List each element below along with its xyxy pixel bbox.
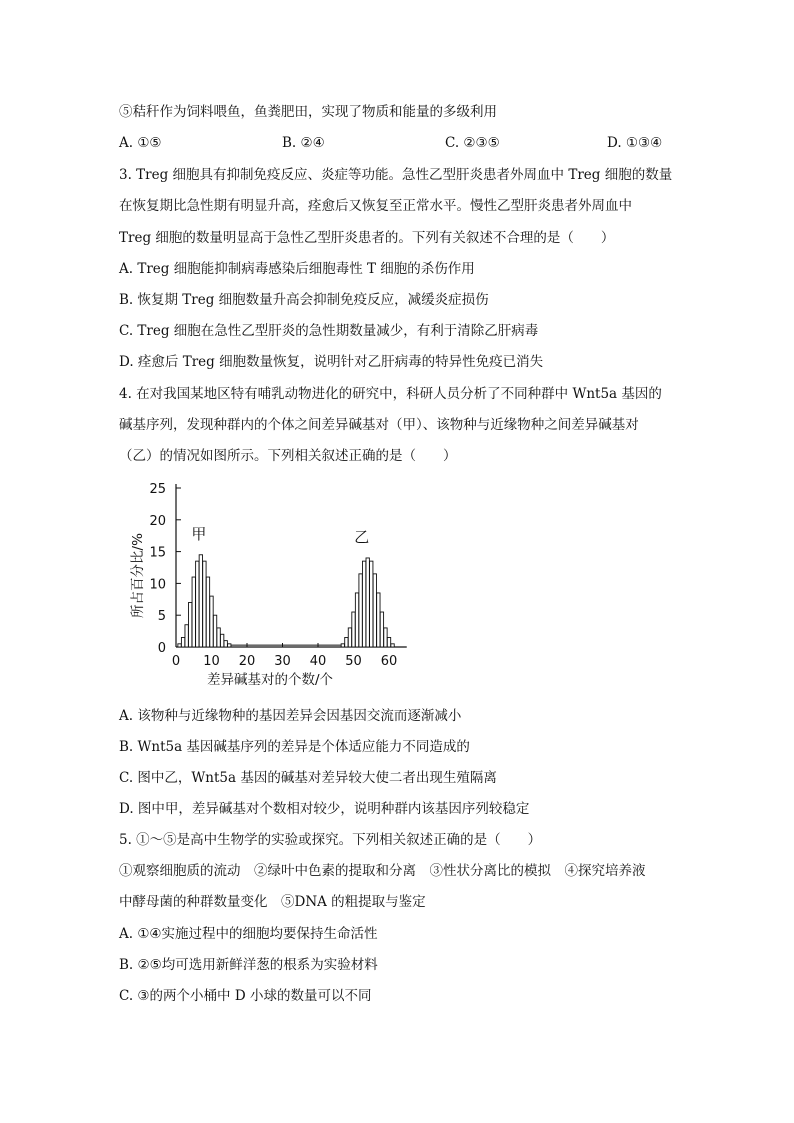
bar-jia xyxy=(206,577,209,647)
q5-stem-line-1: 5. ①～⑤是高中生物学的实验或探究。下列相关叙述正确的是（ ） xyxy=(119,832,542,848)
bar-yi xyxy=(387,637,390,647)
bar-jia xyxy=(178,644,181,647)
bar-jia xyxy=(181,637,184,647)
y-tick-label: 10 xyxy=(149,577,166,593)
q2-option-a: A. ①⑤ xyxy=(119,135,162,151)
q4-stem-line-2: 碱基序列，发现种群内的个体之间差异碱基对（甲）、该物种与近缘物种之间差异碱基对 xyxy=(119,417,639,433)
bar-yi xyxy=(352,612,355,647)
series-label-jia: 甲 xyxy=(191,524,207,543)
q2-option-b: B. ②④ xyxy=(282,135,325,151)
q3-stem-line-2: 在恢复期比急性期有明显升高，痊愈后又恢复至正常水平。慢性乙型肝炎患者外周血中 xyxy=(119,198,632,214)
y-tick-label: 0 xyxy=(157,641,166,656)
bar-yi xyxy=(391,644,394,647)
q5-stem-line-3: 中酵母菌的种群数量变化 ⑤DNA 的粗提取与鉴定 xyxy=(119,894,426,910)
q4-option-d: D. 图中甲，差异碱基对个数相对较少，说明种群内该基因序列较稳定 xyxy=(119,801,530,817)
bar-jia xyxy=(224,641,227,647)
bar-jia xyxy=(185,625,188,647)
q4-option-c: C. 图中乙，Wnt5a 基因的碱基对差异较大使二者出现生殖隔离 xyxy=(119,770,497,786)
q5-option-b: B. ②⑤均可选用新鲜洋葱的根系为实验材料 xyxy=(119,957,378,973)
series-label-yi: 乙 xyxy=(354,527,370,546)
bar-yi xyxy=(345,637,348,647)
bar-jia xyxy=(213,615,216,647)
x-tick-label: 20 xyxy=(238,654,256,669)
x-tick-label: 0 xyxy=(171,654,181,669)
x-tick-label: 10 xyxy=(203,654,220,669)
bar-jia xyxy=(220,634,223,647)
q3-option-c: C. Treg 细胞在急性乙型肝炎的急性期数量减少，有利于清除乙肝病毒 xyxy=(119,323,539,339)
q2-item5: ⑤秸秆作为饲料喂鱼，鱼粪肥田，实现了物质和能量的多级利用 xyxy=(119,104,497,120)
bar-yi xyxy=(362,561,365,647)
bar-jia xyxy=(210,596,213,647)
y-tick-label: 20 xyxy=(149,513,166,529)
q2-option-c: C. ②③⑤ xyxy=(445,135,500,151)
q3-option-d: D. 痊愈后 Treg 细胞数量恢复，说明针对乙肝病毒的特异性免疫已消失 xyxy=(119,354,544,370)
bar-yi xyxy=(380,612,383,647)
bar-jia xyxy=(192,577,195,647)
bar-yi xyxy=(366,558,369,647)
bar-jia xyxy=(217,628,220,647)
bar-jia xyxy=(228,644,231,647)
y-axis-title: 所占百分比/% xyxy=(130,533,146,618)
bar-jia xyxy=(196,561,199,647)
q3-stem-line-3: Treg 细胞的数量明显高于急性乙型肝炎患者的。下列有关叙述不合理的是（ ） xyxy=(119,230,615,246)
q2-option-d: D. ①③④ xyxy=(607,135,663,151)
q3-stem-line-1: 3. Treg 细胞具有抑制免疫反应、炎症等功能。急性乙型肝炎患者外周血中 Treg 细胞的数量 xyxy=(119,167,673,183)
x-tick-label: 30 xyxy=(274,654,291,669)
q5-stem-line-2: ①观察细胞质的流动 ②绿叶中色素的提取和分离 ③性状分离比的模拟 ④探究培养液 xyxy=(119,863,646,879)
bar-yi xyxy=(377,593,380,647)
q4-stem-line-3: （乙）的情况如图所示。下列相关叙述正确的是（ ） xyxy=(119,448,457,464)
q3-option-b: B. 恢复期 Treg 细胞数量升高会抑制免疫反应，减缓炎症损伤 xyxy=(119,292,489,308)
x-tick-label: 60 xyxy=(380,654,398,669)
chart-bars xyxy=(178,555,394,647)
bar-jia xyxy=(189,602,192,647)
bar-jia xyxy=(203,561,206,647)
bar-yi xyxy=(370,561,373,647)
x-tick-label: 50 xyxy=(345,654,362,669)
q4-stem-line-1: 4. 在对我国某地区特有哺乳动物进化的研究中，科研人员分析了不同种群中 Wnt5a 基因的 xyxy=(119,386,662,402)
y-tick-label: 5 xyxy=(157,609,166,625)
y-tick-label: 25 xyxy=(149,482,166,497)
x-axis-title: 差异碱基对的个数/个 xyxy=(206,672,334,688)
x-tick-label: 40 xyxy=(309,654,327,669)
chart-labels xyxy=(129,482,397,688)
bar-yi xyxy=(359,574,362,647)
q3-option-a: A. Treg 细胞能抑制病毒感染后细胞毒性 T 细胞的杀伤作用 xyxy=(119,261,475,277)
histogram-chart xyxy=(110,478,420,693)
bar-yi xyxy=(348,628,351,647)
bar-yi xyxy=(373,574,376,647)
y-tick-label: 15 xyxy=(149,545,166,561)
q4-option-b: B. Wnt5a 基因碱基序列的差异是个体适应能力不同造成的 xyxy=(119,739,470,755)
q4-option-a: A. 该物种与近缘物种的基因差异会因基因交流而逐渐减小 xyxy=(119,708,462,724)
q5-option-a: A. ①④实施过程中的细胞均要保持生命活性 xyxy=(119,926,378,942)
bar-yi xyxy=(355,593,358,647)
q5-option-c: C. ③的两个小桶中 D 小球的数量可以不同 xyxy=(119,988,372,1004)
bar-yi xyxy=(341,644,344,647)
bar-jia xyxy=(199,555,202,647)
bar-yi xyxy=(384,628,387,647)
